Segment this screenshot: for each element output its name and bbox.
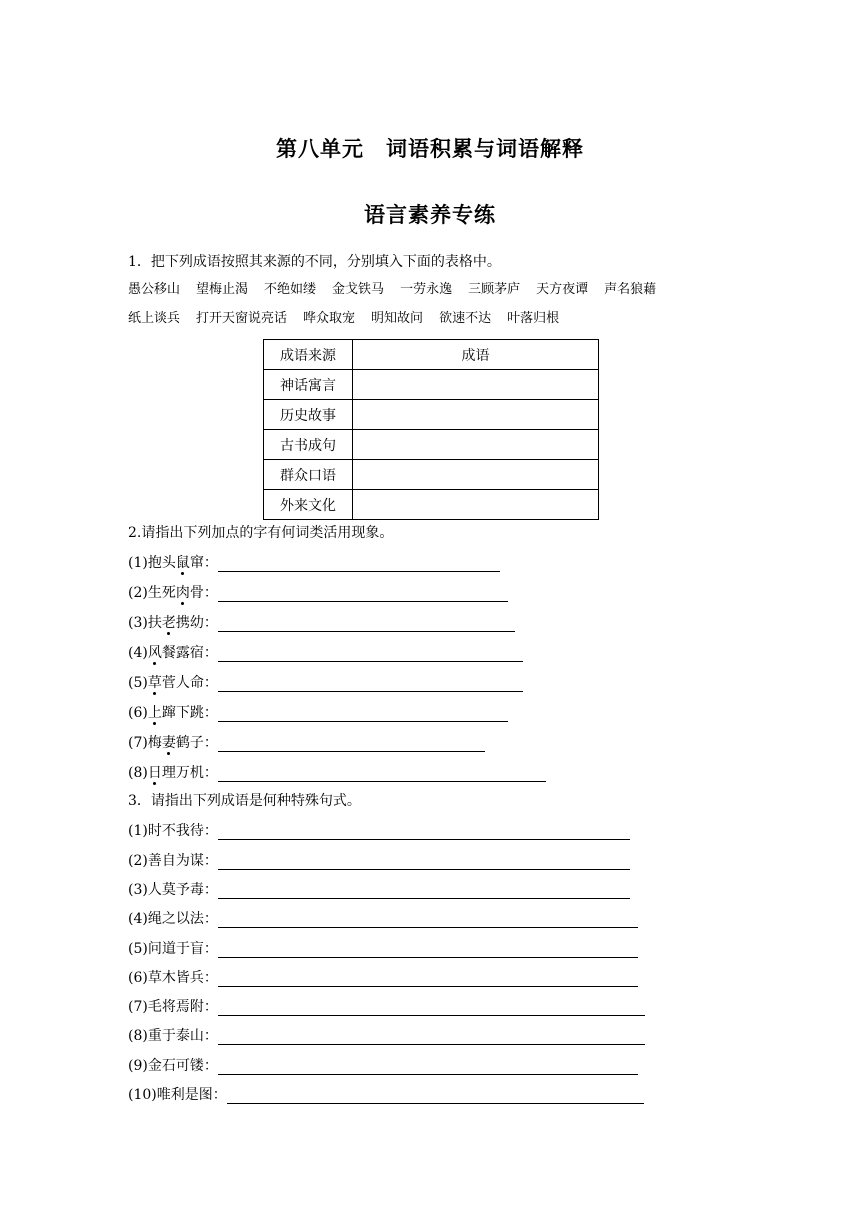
idiom: 望梅止渴 xyxy=(196,282,249,297)
item-prefix: (4) xyxy=(128,645,148,661)
dotted-char: 上 xyxy=(147,705,162,721)
page-title: 第八单元 词语积累与词语解释 xyxy=(276,137,584,161)
idiom-list-row-2 xyxy=(128,310,575,328)
item-suffix: 鹤子： xyxy=(175,735,218,751)
q3-item xyxy=(128,998,645,1016)
answer-blank[interactable] xyxy=(218,679,523,692)
item-label: (3)人莫予毒： xyxy=(128,882,218,898)
dotted-char: 鼠 xyxy=(175,555,190,571)
source-cell: 外来文化 xyxy=(264,490,353,520)
dotted-char: 肉 xyxy=(175,585,190,601)
item-label: (4)绳之以法： xyxy=(128,911,218,927)
section-subtitle: 语言素养专练 xyxy=(364,203,496,227)
table-row xyxy=(264,490,599,520)
idiom: 金戈铁马 xyxy=(332,282,385,297)
answer-blank[interactable] xyxy=(218,739,485,752)
answer-blank[interactable] xyxy=(218,709,508,722)
q3-item xyxy=(128,1057,638,1075)
idiom: 不绝如缕 xyxy=(264,282,317,297)
answer-cell[interactable] xyxy=(353,460,599,490)
answer-blank[interactable] xyxy=(218,1062,638,1075)
table-row xyxy=(264,400,599,430)
item-prefix: (1)抱头 xyxy=(128,555,176,571)
item-suffix: 窜： xyxy=(189,555,218,571)
idiom: 欲速不达 xyxy=(439,311,492,326)
answer-blank[interactable] xyxy=(218,974,638,987)
table-header-cell: 成语 xyxy=(353,340,599,370)
idiom: 明知故问 xyxy=(371,311,424,326)
q2-item xyxy=(128,734,485,752)
dotted-char: 老 xyxy=(161,615,176,631)
q3-item xyxy=(128,822,630,840)
item-label: (6)草木皆兵： xyxy=(128,970,218,986)
answer-blank[interactable] xyxy=(218,589,508,602)
item-suffix: 携幼： xyxy=(175,615,218,631)
dotted-char: 日 xyxy=(147,765,162,781)
answer-blank[interactable] xyxy=(218,827,630,840)
item-label: (8)重于泰山： xyxy=(128,1028,218,1044)
answer-blank[interactable] xyxy=(218,649,523,662)
answer-blank[interactable] xyxy=(218,769,546,782)
dotted-char: 风 xyxy=(147,645,162,661)
q2-item xyxy=(128,614,515,632)
answer-blank[interactable] xyxy=(218,886,630,899)
q2-item xyxy=(128,554,500,572)
item-label: (2)善自为谋： xyxy=(128,853,218,869)
item-label: (7)毛将焉附： xyxy=(128,999,218,1015)
item-label: (10)唯利是图： xyxy=(128,1087,227,1103)
answer-blank[interactable] xyxy=(218,1032,645,1045)
q3-item xyxy=(128,969,638,987)
q2-item xyxy=(128,764,546,782)
item-label: (1)时不我待： xyxy=(128,823,218,839)
answer-blank[interactable] xyxy=(218,619,515,632)
answer-blank[interactable] xyxy=(218,915,638,928)
idiom: 纸上谈兵 xyxy=(128,311,181,326)
idiom: 声名狼藉 xyxy=(604,282,657,297)
item-suffix: 餐露宿： xyxy=(161,645,218,661)
dotted-char: 妻 xyxy=(161,735,176,751)
item-suffix: 理万机： xyxy=(161,765,218,781)
answer-cell[interactable] xyxy=(353,400,599,430)
idiom: 哗众取宠 xyxy=(303,311,356,326)
table-row xyxy=(264,430,599,460)
idiom: 愚公移山 xyxy=(128,282,181,297)
q2-item xyxy=(128,644,523,662)
idiom: 一劳永逸 xyxy=(400,282,453,297)
item-label: (5)问道于盲： xyxy=(128,941,218,957)
source-cell: 神话寓言 xyxy=(264,370,353,400)
idiom: 打开天窗说亮话 xyxy=(196,311,288,326)
answer-blank[interactable] xyxy=(218,559,500,572)
item-suffix: 菅人命： xyxy=(161,675,218,691)
table-row xyxy=(264,370,599,400)
item-label: (9)金石可镂： xyxy=(128,1058,218,1074)
q2-item xyxy=(128,584,508,602)
answer-cell[interactable] xyxy=(353,370,599,400)
q2-item xyxy=(128,674,523,692)
item-suffix: 蹿下跳： xyxy=(161,705,218,721)
table-header-cell: 成语来源 xyxy=(264,340,353,370)
item-suffix: 骨： xyxy=(189,585,218,601)
item-prefix: (8) xyxy=(128,765,148,781)
q2-item xyxy=(128,704,508,722)
q3-item xyxy=(128,1027,645,1045)
table-row xyxy=(264,460,599,490)
answer-blank[interactable] xyxy=(227,1091,644,1104)
q3-item xyxy=(128,1086,644,1104)
answer-cell[interactable] xyxy=(353,490,599,520)
item-prefix: (7)梅 xyxy=(128,735,162,751)
table-header-row xyxy=(264,340,599,370)
answer-blank[interactable] xyxy=(218,945,638,958)
question-2-text: 2.请指出下列加点的字有何词类活用现象。 xyxy=(128,525,394,541)
answer-blank[interactable] xyxy=(218,857,630,870)
source-cell: 古书成句 xyxy=(264,430,353,460)
item-prefix: (2)生死 xyxy=(128,585,176,601)
idiom: 叶落归根 xyxy=(507,311,560,326)
answer-cell[interactable] xyxy=(353,430,599,460)
q3-item xyxy=(128,881,630,899)
source-cell: 群众口语 xyxy=(264,460,353,490)
idiom: 三顾茅庐 xyxy=(468,282,521,297)
q3-item xyxy=(128,852,630,870)
question-1-text: 1．把下列成语按照其来源的不同，分别填入下面的表格中。 xyxy=(128,254,501,270)
q3-item xyxy=(128,940,638,958)
idiom-list-row-1 xyxy=(128,281,656,299)
idiom-source-table xyxy=(263,339,599,520)
answer-blank[interactable] xyxy=(218,1003,645,1016)
item-prefix: (3)扶 xyxy=(128,615,162,631)
q3-item xyxy=(128,910,638,928)
item-prefix: (6) xyxy=(128,705,148,721)
dotted-char: 草 xyxy=(147,675,162,691)
idiom: 天方夜谭 xyxy=(536,282,589,297)
question-3-text: 3．请指出下列成语是何种特殊句式。 xyxy=(128,793,361,809)
source-cell: 历史故事 xyxy=(264,400,353,430)
item-prefix: (5) xyxy=(128,675,148,691)
